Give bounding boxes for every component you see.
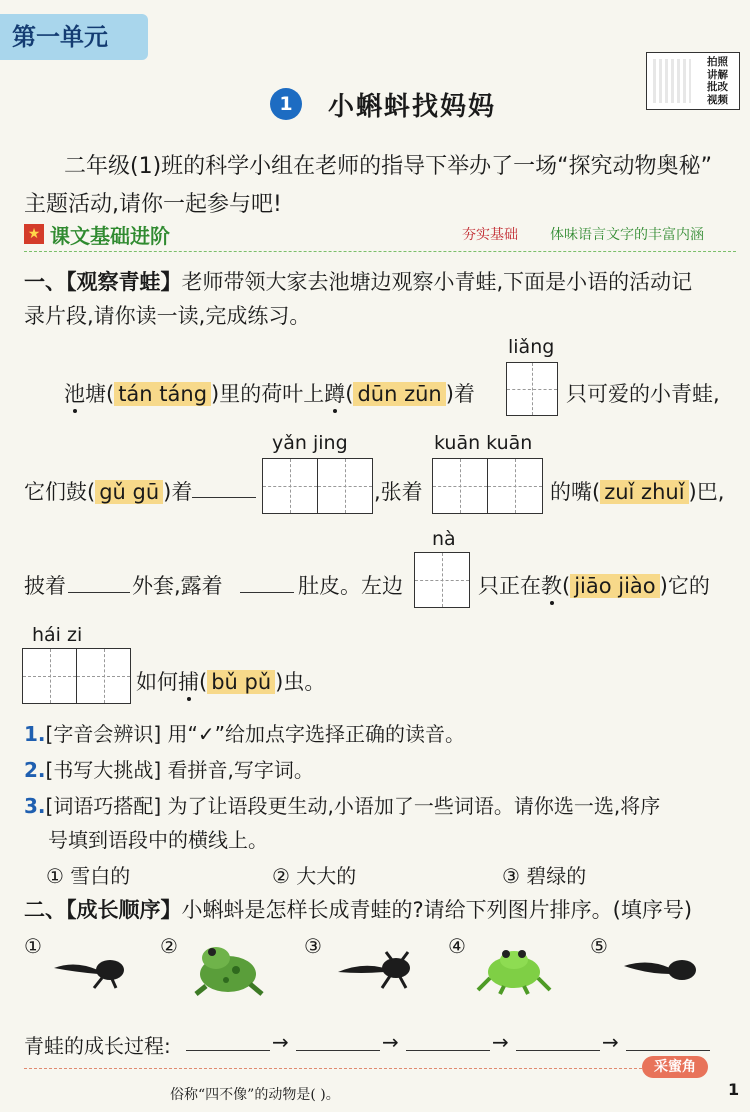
question-1-prefix: 一、	[24, 270, 66, 294]
qr-code-icon	[653, 59, 691, 103]
passage-text: 它们鼓(	[24, 480, 96, 504]
dotted-char-bu: 捕	[178, 670, 199, 694]
footer-divider	[24, 1068, 652, 1069]
pinyin-option-bu[interactable]: bǔ pǔ	[207, 670, 275, 694]
picture-label-4: ④	[448, 934, 466, 958]
passage-line-1a	[64, 378, 475, 408]
lesson-number: 1	[270, 88, 302, 120]
arrow-icon: →	[382, 1030, 399, 1054]
passage-text: )它的	[659, 574, 710, 598]
sub-question-tag: [词语巧搭配]	[45, 794, 162, 818]
page-number: 1	[728, 1080, 740, 1099]
answer-blank-2[interactable]	[296, 1050, 380, 1051]
passage-line-3b	[478, 570, 710, 600]
arrow-icon: →	[492, 1030, 509, 1054]
sub-question-number: 2.	[24, 758, 46, 782]
intro-line-2: 主题活动,请你一起参与吧!	[24, 192, 282, 217]
question-1-text: 老师带领大家去池塘边观察小青蛙,下面是小语的活动记	[181, 270, 693, 294]
passage-text: 只正在	[478, 574, 541, 598]
passage-text: )着	[445, 382, 475, 406]
video-qr-box[interactable]	[646, 52, 740, 110]
writing-box-hai[interactable]	[22, 648, 77, 704]
pinyin-option-tang[interactable]: tán táng	[114, 382, 211, 406]
section-sub-1: 夯实基础	[462, 227, 518, 243]
sub-question-number: 1.	[24, 722, 46, 746]
question-2-text: 小蝌蚪是怎样长成青蛙的?请给下列图片排序。(填序号)	[181, 898, 693, 922]
intro-text	[24, 148, 734, 224]
answer-blank-3[interactable]	[406, 1050, 490, 1051]
choice-2[interactable]: ② 大大的	[272, 864, 357, 888]
sub-question-2	[24, 754, 314, 783]
sub-question-text: 为了让语段更生动,小语加了一些词语。请你选一选,将序	[167, 794, 661, 818]
picture-label-5: ⑤	[590, 934, 608, 958]
dotted-char-dun: 蹲	[324, 382, 346, 406]
passage-text: (	[345, 382, 354, 406]
passage-text: )虫。	[275, 670, 326, 694]
choice-1[interactable]: ① 雪白的	[46, 864, 131, 888]
unit-tab: 第一单元	[0, 14, 148, 60]
tadpole-four-legs-image	[334, 950, 418, 992]
picture-label-2: ②	[160, 934, 178, 958]
sub-question-text: 用“✓”给加点字选择正确的读音。	[167, 722, 465, 746]
passage-text: (	[199, 670, 208, 694]
passage-text: )里的荷叶上	[211, 382, 325, 406]
adult-frog-image	[474, 944, 554, 996]
pinyin-kuankuan: kuān kuān	[434, 432, 533, 454]
collect-badge: 采蜜角	[642, 1056, 708, 1078]
passage-line-1b: 只可爱的小青蛙,	[566, 382, 720, 406]
passage-line-2a	[24, 476, 192, 506]
passage-line-2b	[550, 476, 724, 506]
sub-question-1	[24, 718, 465, 747]
passage-text: (	[562, 574, 571, 598]
question-2-tag: 【成长顺序】	[66, 898, 182, 922]
pinyin-option-dun[interactable]: dūn zūn	[353, 382, 445, 406]
pinyin-option-gu[interactable]: gǔ gū	[95, 480, 163, 504]
section-divider	[24, 251, 736, 252]
video-box-label: 拍照讲解批改视频	[707, 56, 728, 106]
choice-3[interactable]: ③ 碧绿的	[502, 864, 587, 888]
pinyin-na: nà	[432, 528, 456, 550]
pinyin-option-zui[interactable]: zuǐ zhuǐ	[600, 480, 688, 504]
lesson-title: 小蝌蚪找妈妈	[328, 92, 497, 122]
answer-blank-4[interactable]	[516, 1050, 600, 1051]
passage-line-4	[136, 666, 325, 696]
section-heading: 课文基础进阶	[50, 224, 170, 248]
question-2-prefix: 二、	[24, 898, 66, 922]
question-1-line-1	[24, 266, 692, 296]
blank-line-3[interactable]	[240, 592, 294, 593]
growth-label: 青蛙的成长过程:	[24, 1034, 171, 1058]
passage-text-zhangzhe: ,张着	[374, 480, 423, 504]
sub-question-3-line-2: 号填到语段中的横线上。	[48, 828, 268, 852]
blank-line-2[interactable]	[68, 592, 130, 593]
question-1-tag: 【观察青蛙】	[66, 270, 182, 294]
answer-blank-1[interactable]	[186, 1050, 270, 1051]
tadpole-image	[620, 954, 700, 988]
sub-question-tag: [书写大挑战]	[45, 758, 162, 782]
intro-line-1: 二年级(1)班的科学小组在老师的指导下举办了一场“探究动物奥秘”	[64, 154, 712, 179]
dotted-char-jiao: 教	[541, 574, 562, 598]
pinyin-haizi: hái zi	[32, 624, 83, 646]
writing-box-zi[interactable]	[76, 648, 131, 704]
sub-question-text: 看拼音,写字词。	[167, 758, 314, 782]
writing-box-yan[interactable]	[262, 458, 318, 514]
section-sub-2: 体味语言文字的丰富内涵	[550, 227, 704, 243]
pinyin-yanjing: yǎn jing	[272, 432, 348, 454]
passage-text: 塘(	[85, 382, 115, 406]
dotted-char-chi: 池	[64, 382, 85, 406]
pinyin-liang: liǎng	[508, 336, 555, 358]
passage-text: )着	[163, 480, 193, 504]
passage-text: )巴,	[688, 480, 725, 504]
star-icon: ★	[24, 224, 44, 244]
writing-box-liang[interactable]	[506, 362, 558, 416]
writing-box-kuan-1[interactable]	[432, 458, 488, 514]
answer-blank-5[interactable]	[626, 1050, 710, 1051]
sub-question-3	[24, 790, 660, 819]
passage-text-pizhe: 披着	[24, 574, 66, 598]
passage-text: 如何	[136, 670, 178, 694]
arrow-icon: →	[602, 1030, 619, 1054]
frog-image	[188, 940, 268, 998]
picture-label-1: ①	[24, 934, 42, 958]
blank-line-1[interactable]	[192, 497, 256, 498]
question-2	[24, 894, 692, 924]
pinyin-option-jiao[interactable]: jiāo jiào	[570, 574, 659, 598]
question-1-line-2: 录片段,请你读一读,完成练习。	[24, 304, 311, 328]
passage-text-luzhe: 外套,露着	[132, 574, 223, 598]
passage-text: 的嘴(	[550, 480, 601, 504]
writing-box-na[interactable]	[414, 552, 470, 608]
arrow-icon: →	[272, 1030, 289, 1054]
footer-question: 俗称“四不像”的动物是( )。	[170, 1087, 340, 1103]
writing-box-jing[interactable]	[317, 458, 373, 514]
tadpole-with-legs-image	[50, 950, 130, 990]
sub-question-tag: [字音会辨识]	[45, 722, 162, 746]
passage-text-zuobian: 肚皮。左边	[298, 574, 403, 598]
writing-box-kuan-2[interactable]	[487, 458, 543, 514]
picture-label-3: ③	[304, 934, 322, 958]
sub-question-number: 3.	[24, 794, 46, 818]
